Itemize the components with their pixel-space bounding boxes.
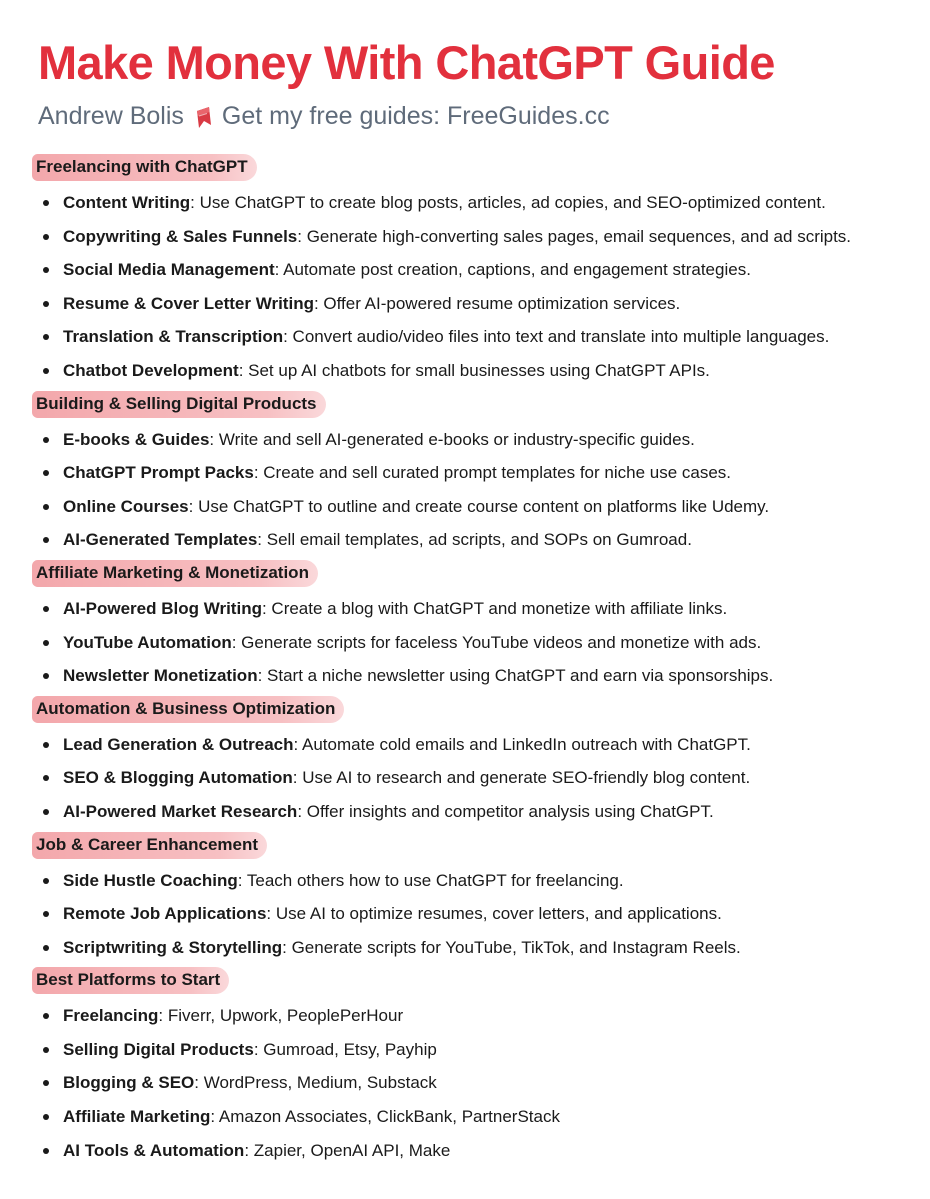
item-title: Freelancing xyxy=(63,1006,159,1026)
list-item xyxy=(38,253,900,287)
item-title: Social Media Management xyxy=(63,260,275,280)
item-description: : Gumroad, Etsy, Payhip xyxy=(253,1039,437,1059)
section-heading: Automation & Business Optimization xyxy=(32,696,344,723)
list-item xyxy=(38,1100,900,1134)
list-item xyxy=(38,864,900,898)
section-heading: Freelancing with ChatGPT xyxy=(32,154,257,181)
section-list xyxy=(38,186,900,388)
item-description: : Write and sell AI-generated e-books or industry-specific guides. xyxy=(209,429,695,449)
item-title: Lead Generation & Outreach xyxy=(63,734,294,754)
item-description: : Use AI to research and generate SEO-friendly blog content. xyxy=(292,768,751,788)
free-guides-link[interactable]: Get my free guides: FreeGuides.cc xyxy=(221,102,610,130)
list-item xyxy=(38,999,900,1033)
item-description: : Sell email templates, ad scripts, and SOPs on Gumroad. xyxy=(257,530,692,550)
item-description: : Amazon Associates, ClickBank, PartnerStack xyxy=(210,1107,560,1127)
list-item xyxy=(38,186,900,220)
list-item xyxy=(38,490,900,524)
list-item xyxy=(38,523,900,557)
item-title: Side Hustle Coaching xyxy=(63,870,238,890)
item-description: : Set up AI chatbots for small businesses using ChatGPT APIs. xyxy=(238,360,710,380)
list-item xyxy=(38,1066,900,1100)
list-item xyxy=(38,659,900,693)
list-item xyxy=(38,456,900,490)
list-item xyxy=(38,354,900,388)
item-title: AI Tools & Automation xyxy=(63,1140,245,1160)
list-item xyxy=(38,1134,900,1168)
item-description: : Convert audio/video files into text and translate into multiple languages. xyxy=(283,327,830,347)
item-title: Newsletter Monetization xyxy=(63,666,258,686)
item-description: : Zapier, OpenAI API, Make xyxy=(244,1140,451,1160)
section-list xyxy=(38,592,900,693)
section-list xyxy=(38,999,900,1167)
item-title: Chatbot Development xyxy=(63,360,239,380)
list-item xyxy=(38,220,900,254)
item-title: Scriptwriting & Storytelling xyxy=(63,937,283,957)
item-title: Translation & Transcription xyxy=(63,327,284,347)
list-item xyxy=(38,931,900,965)
section-list xyxy=(38,728,900,829)
item-title: Resume & Cover Letter Writing xyxy=(63,293,314,313)
item-title: Selling Digital Products xyxy=(63,1039,254,1059)
list-item xyxy=(38,795,900,829)
item-title: AI-Powered Blog Writing xyxy=(63,598,262,618)
list-item xyxy=(38,626,900,660)
bookmark-icon xyxy=(192,103,214,129)
list-item xyxy=(38,728,900,762)
item-title: AI-Powered Market Research xyxy=(63,801,298,821)
item-title: Content Writing xyxy=(63,193,191,212)
item-description: : Automate cold emails and LinkedIn outreach with ChatGPT. xyxy=(293,734,751,754)
author-name: Andrew Bolis xyxy=(38,102,184,130)
item-description: : Teach others how to use ChatGPT for freelancing. xyxy=(237,870,624,890)
item-description: : Start a niche newsletter using ChatGPT and earn via sponsorships. xyxy=(257,666,774,686)
list-item xyxy=(38,897,900,931)
item-description: : Use ChatGPT to outline and create course content on platforms like Udemy. xyxy=(188,496,770,516)
item-title: Remote Job Applications xyxy=(63,904,267,924)
item-description: : Offer AI-powered resume optimization services. xyxy=(313,293,681,313)
item-title: Affiliate Marketing xyxy=(63,1107,211,1127)
item-description: : Create a blog with ChatGPT and monetize with affiliate links. xyxy=(261,598,728,618)
item-description: : Create and sell curated prompt templates for niche use cases. xyxy=(253,463,732,483)
section-list xyxy=(38,864,900,965)
item-title: Copywriting & Sales Funnels xyxy=(63,226,298,246)
item-title: YouTube Automation xyxy=(63,632,232,652)
item-description: : Automate post creation, captions, and engagement strategies. xyxy=(274,260,751,280)
item-title: SEO & Blogging Automation xyxy=(63,768,293,788)
item-description: : Use AI to optimize resumes, cover letters, and applications. xyxy=(266,904,722,924)
section-heading: Best Platforms to Start xyxy=(32,967,229,994)
list-item xyxy=(38,423,900,457)
list-item xyxy=(38,1033,900,1067)
list-item xyxy=(38,287,900,321)
item-description: : Fiverr, Upwork, PeoplePerHour xyxy=(158,1006,404,1026)
item-description: : Generate scripts for faceless YouTube videos and monetize with ads. xyxy=(231,632,762,652)
item-description: : Generate scripts for YouTube, TikTok, and Instagram Reels. xyxy=(282,937,741,957)
subtitle xyxy=(38,96,900,136)
list-item xyxy=(38,592,900,626)
item-description: : Offer insights and competitor analysis using ChatGPT. xyxy=(297,801,714,821)
section-heading: Affiliate Marketing & Monetization xyxy=(32,560,318,587)
section-heading: Building & Selling Digital Products xyxy=(32,391,326,418)
item-title: AI-Generated Templates xyxy=(63,530,258,550)
item-title: Blogging & SEO xyxy=(63,1073,195,1093)
item-title: Online Courses xyxy=(63,496,189,516)
section-heading: Job & Career Enhancement xyxy=(32,832,267,859)
page-title: Make Money With ChatGPT Guide xyxy=(38,36,775,89)
sections-container xyxy=(38,154,900,1167)
item-description: : Generate high-converting sales pages, email sequences, and ad scripts. xyxy=(297,226,852,246)
section-list xyxy=(38,423,900,557)
item-description: : Use ChatGPT to create blog posts, articles, ad copies, and SEO-optimized content. xyxy=(190,193,826,212)
item-description: : WordPress, Medium, Substack xyxy=(194,1073,437,1093)
list-item xyxy=(38,761,900,795)
list-item xyxy=(38,320,900,354)
item-title: E-books & Guides xyxy=(63,429,210,449)
item-title: ChatGPT Prompt Packs xyxy=(63,463,254,483)
